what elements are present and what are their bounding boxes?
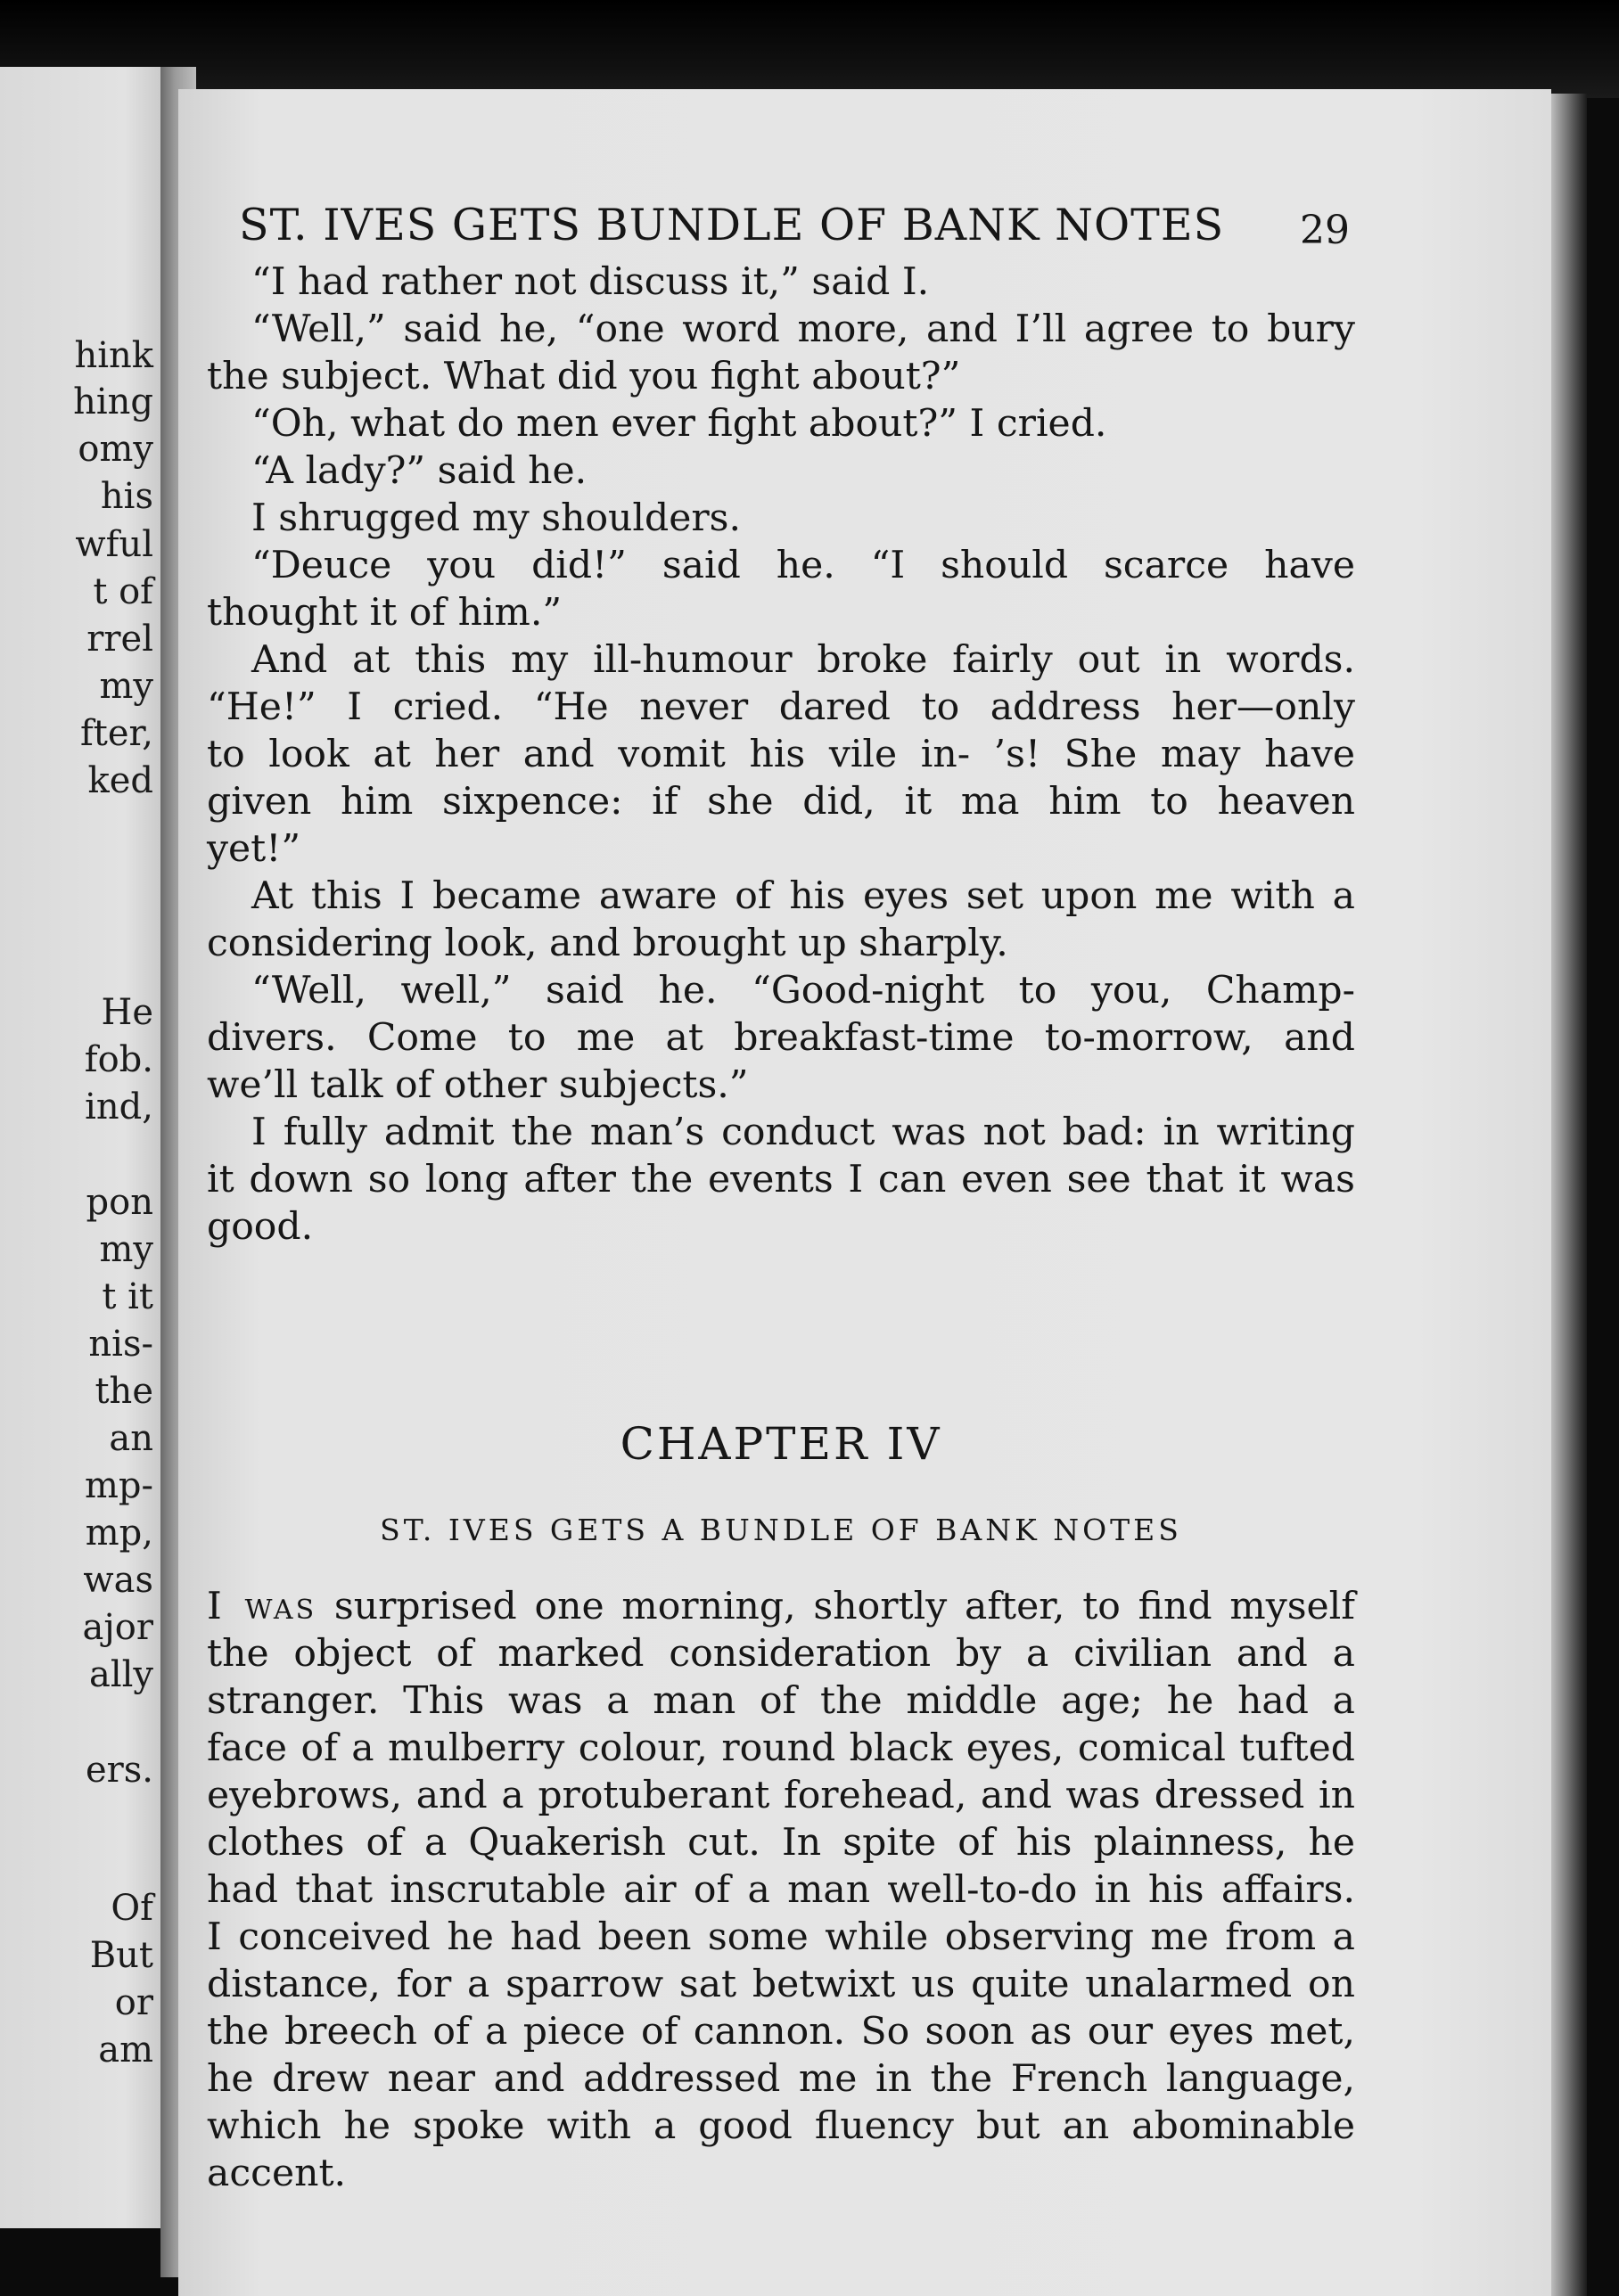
- text-line: considering look, and brought up sharply.: [207, 922, 1008, 965]
- text-line: the breech of a piece of cannon. So soon as our eyes met,: [207, 2010, 1355, 2054]
- text-line: yet!”: [207, 827, 301, 871]
- facing-fragment: hing: [73, 381, 153, 422]
- text-line: it down so long after the events I can even see that it was: [207, 1158, 1355, 1201]
- running-head: ST. IVES GETS BUNDLE OF BANK NOTES: [239, 200, 1225, 250]
- facing-fragment: t of: [93, 571, 153, 612]
- facing-fragment: wful: [75, 524, 153, 565]
- page-number: 29: [1300, 208, 1350, 253]
- text-line: the subject. What did you fight about?”: [207, 355, 961, 398]
- text-line: the object of marked consideration by a civilian and a: [207, 1632, 1355, 1676]
- text-line: At this I became aware of his eyes set upon me with a: [251, 874, 1355, 918]
- text-line: I conceived he had been some while observing me from a: [207, 1915, 1355, 1959]
- text-line: “Well, well,” said he. “Good-night to you, Champ-: [251, 969, 1355, 1013]
- text-line: “Oh, what do men ever fight about?” I cried.: [251, 402, 1107, 446]
- text-line: “I had rather not discuss it,” said I.: [251, 260, 930, 304]
- facing-fragment: ers.: [85, 1750, 153, 1791]
- facing-fragment: ally: [88, 1654, 153, 1695]
- facing-fragment: ind,: [85, 1086, 153, 1128]
- facing-fragment: fob.: [84, 1039, 153, 1080]
- facing-fragment: fter,: [80, 713, 153, 754]
- text-fragment: surprised one morning, shortly after, to find myself: [316, 1585, 1355, 1628]
- facing-fragment: or: [114, 1982, 153, 2023]
- facing-fragment: was: [83, 1560, 153, 1601]
- facing-fragment: He: [101, 992, 153, 1033]
- text-line: to look at her and vomit his vile in- ’s! She may have: [207, 733, 1355, 776]
- text-line: he drew near and addressed me in the French language,: [207, 2057, 1355, 2101]
- text-line: face of a mulberry colour, round black eyes, comical tufted: [207, 1726, 1355, 1770]
- text-line: distance, for a sparrow sat betwixt us quite unalarmed on: [207, 1963, 1355, 2006]
- facing-fragment: Of: [111, 1888, 153, 1929]
- facing-fragment: ajor: [82, 1607, 153, 1648]
- facing-fragment: am: [98, 2030, 153, 2070]
- facing-fragment: his: [100, 476, 153, 517]
- text-line: “He!” I cried. “He never dared to address her—only: [207, 685, 1355, 729]
- text-line: accent.: [207, 2152, 347, 2195]
- facing-fragment: my: [99, 666, 153, 707]
- text-line: good.: [207, 1205, 314, 1249]
- dialogue-passage: [207, 258, 1355, 1250]
- facing-fragment: pon: [86, 1182, 153, 1223]
- chapter-subtitle: ST. IVES GETS A BUNDLE OF BANK NOTES: [380, 1513, 1182, 1547]
- text-line: we’ll talk of other subjects.”: [207, 1063, 749, 1107]
- text-line: given him sixpence: if she did, it ma him to heaven: [207, 780, 1355, 824]
- text-line: divers. Come to me at breakfast-time to-morrow, and: [207, 1016, 1355, 1060]
- facing-fragment: t it: [102, 1276, 153, 1317]
- chapter-title: CHAPTER IV: [620, 1418, 942, 1470]
- text-line: “Well,” said he, “one word more, and I’ll agree to bury: [251, 308, 1355, 351]
- text-line: eyebrows, and a protuberant forehead, and was dressed in: [207, 1774, 1355, 1817]
- text-line: I shrugged my shoulders.: [251, 496, 741, 540]
- scan-background: [0, 0, 1619, 98]
- text-line: I fully admit the man’s conduct was not bad: in writing: [251, 1111, 1355, 1154]
- page-edge-shadow: [1551, 94, 1587, 2296]
- text-line: “Deuce you did!” said he. “I should scarce have: [251, 544, 1355, 587]
- facing-fragment: hink: [74, 335, 153, 376]
- facing-fragment: mp-: [84, 1465, 153, 1506]
- facing-fragment: an: [109, 1418, 153, 1459]
- text-line: stranger. This was a man of the middle age; he had a: [207, 1679, 1355, 1723]
- chapter-body: [207, 1583, 1355, 2197]
- facing-fragment: rrel: [86, 619, 153, 660]
- chapter-opening-word: I was: [207, 1585, 317, 1628]
- facing-fragment: nis-: [88, 1324, 153, 1365]
- book-page: [178, 89, 1551, 2296]
- facing-fragment: mp,: [85, 1513, 153, 1554]
- text-line: had that inscrutable air of a man well-to-do in his affairs.: [207, 1868, 1355, 1912]
- facing-page: [0, 67, 178, 2228]
- facing-fragment: But: [89, 1935, 153, 1976]
- text-line: clothes of a Quakerish cut. In spite of his plainness, he: [207, 1821, 1355, 1865]
- text-line: [207, 1583, 1355, 1630]
- facing-fragment: omy: [78, 429, 153, 470]
- facing-fragment: ked: [87, 760, 153, 801]
- text-line: thought it of him.”: [207, 591, 563, 635]
- text-line: which he spoke with a good fluency but an abominable: [207, 2104, 1355, 2148]
- facing-fragment: the: [95, 1371, 153, 1412]
- text-line: “A lady?” said he.: [251, 449, 588, 493]
- facing-fragment: my: [99, 1229, 153, 1270]
- text-line: And at this my ill-humour broke fairly out in words.: [251, 638, 1355, 682]
